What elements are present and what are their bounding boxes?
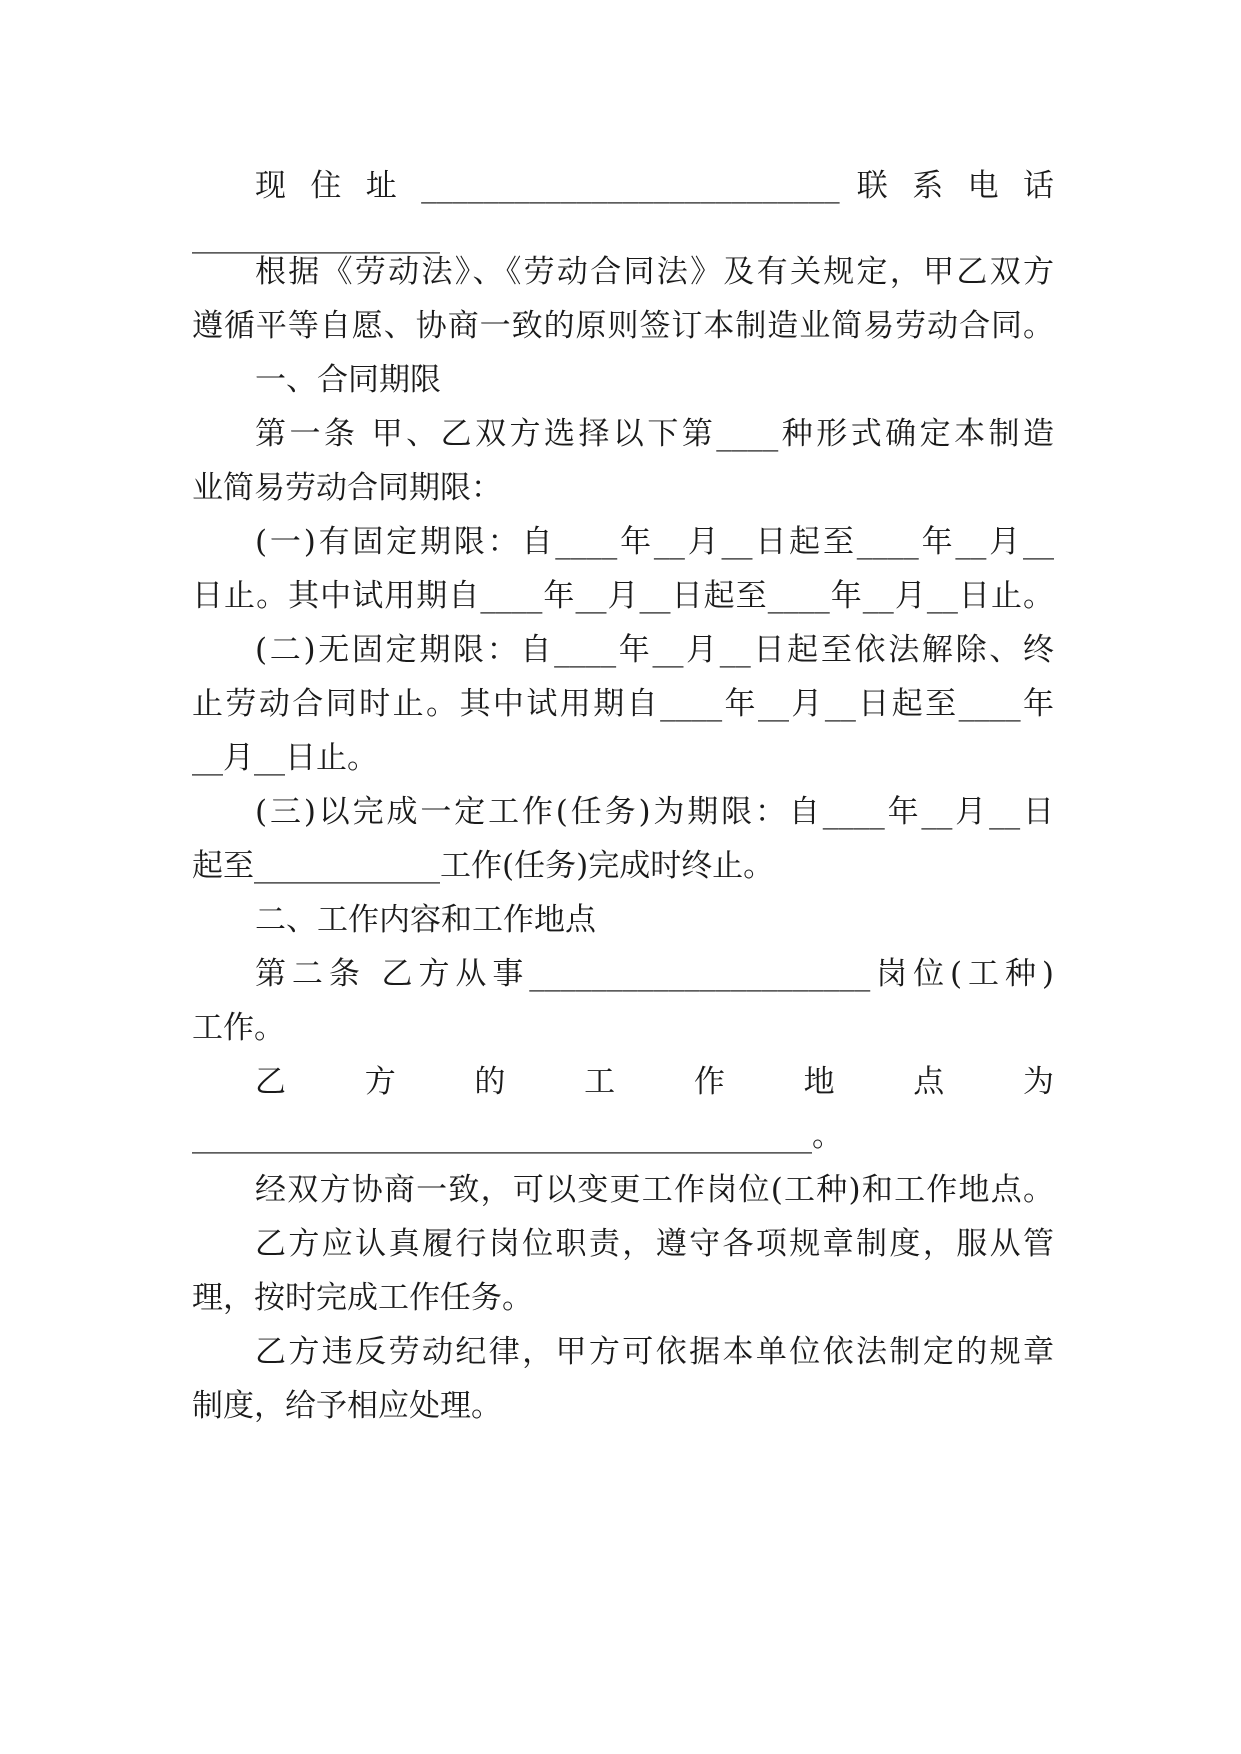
discipline-line-2: 制度，给予相应处理。 [192, 1388, 502, 1424]
task-term-line-1: (三)以完成一定工作(任务)为期限：自____年__月__日 [255, 794, 1054, 830]
phone-blank-line: ________________ [192, 218, 440, 254]
task-term-line-2: 起至____________工作(任务)完成时终止。 [192, 848, 775, 884]
fixed-term-line-2: 日止。其中试用期自____年__月__日起至____年__月__日止。 [192, 578, 1054, 614]
duties-line-1: 乙方应认真履行岗位职责，遵守各项规章制度，服从管 [255, 1226, 1054, 1262]
article-2-line-1: 第二条 乙方从事______________________岗位(工种) [255, 956, 1054, 992]
open-term-line-2: 止劳动合同时止。其中试用期自____年__月__日起至____年 [192, 686, 1054, 722]
open-term-line-3: __月__日止。 [192, 740, 378, 776]
preamble-line-1: 根据《劳动法》、《劳动合同法》及有关规定，甲乙双方 [255, 254, 1054, 290]
section-heading-work: 二、工作内容和工作地点 [255, 902, 596, 938]
change-agreement-line: 经双方协商一致，可以变更工作岗位(工种)和工作地点。 [255, 1172, 1054, 1208]
article-2-line-2: 工作。 [192, 1010, 285, 1046]
open-term-line-1: (二)无固定期限：自____年__月__日起至依法解除、终 [255, 632, 1054, 668]
article-1-line-2: 业简易劳动合同期限： [192, 470, 502, 506]
work-location-line-2: ________________________________________。 [192, 1118, 843, 1154]
fixed-term-line-1: (一)有固定期限：自____年__月__日起至____年__月__ [255, 524, 1054, 560]
duties-line-2: 理，按时完成工作任务。 [192, 1280, 533, 1316]
address-phone-line: 现 住 址 ___________________________ 联 系 电 话 [255, 168, 1054, 204]
section-heading-term: 一、合同期限 [255, 362, 441, 398]
preamble-line-2: 遵循平等自愿、协商一致的原则签订本制造业简易劳动合同。 [192, 308, 1054, 344]
work-location-line-1: 乙 方 的 工 作 地 点 为 [255, 1064, 1054, 1100]
discipline-line-1: 乙方违反劳动纪律，甲方可依据本单位依法制定的规章 [255, 1334, 1054, 1370]
article-1-line-1: 第一条 甲、乙双方选择以下第____种形式确定本制造 [255, 416, 1054, 452]
